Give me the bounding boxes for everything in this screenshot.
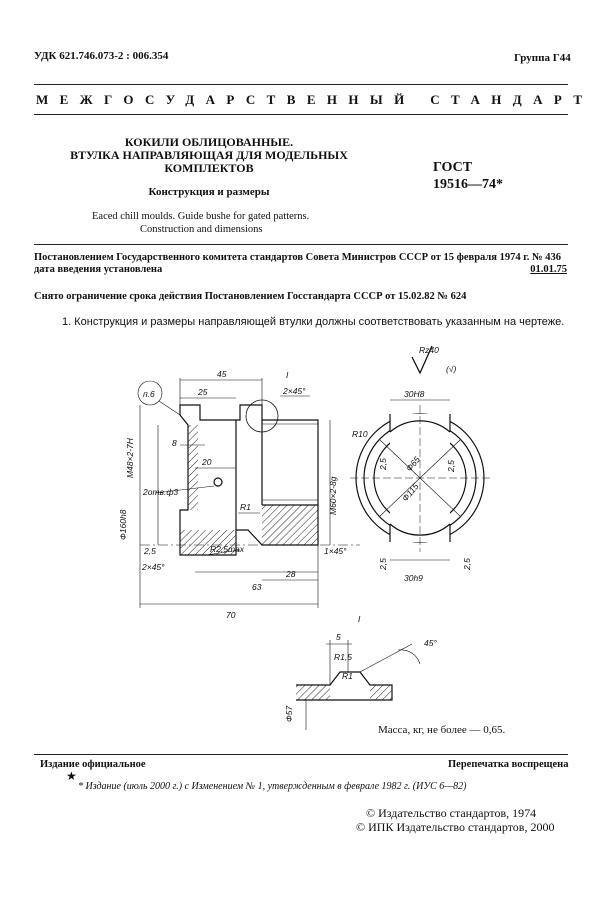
detail-angle-45: 45°: [424, 638, 437, 648]
title-line-2: ВТУЛКА НАПРАВЛЯЮЩАЯ ДЛЯ МОДЕЛЬНЫХ: [70, 148, 348, 162]
chamfer-1: 2×45°: [283, 386, 306, 396]
title-line-1: КОКИЛИ ОБЛИЦОВАННЫЕ.: [124, 135, 294, 149]
dim-28: 28: [286, 569, 296, 579]
star-icon: ★: [66, 769, 77, 783]
roughness-symbol: [412, 345, 456, 374]
gost-code: 19516—74*: [433, 177, 503, 192]
decree-line-1: Постановлением Государственного комитета стандартов Совета Министров СССР от 15 февраля 1974 г. № 436: [34, 252, 561, 263]
rough-a: 2,5: [144, 546, 156, 556]
reprint-prohibited: Перепечатка воспрещена: [448, 759, 569, 770]
limit-note: Снято ограничение срока действия Постановлением Госстандарта СССР от 15.02.82 № 624: [34, 291, 467, 302]
official-edition: Издание официальное: [40, 759, 146, 770]
radius-r10: R10: [352, 429, 368, 439]
diameter-65: Ф65: [403, 454, 422, 474]
section-view: [140, 400, 360, 555]
label-n6: п.6: [143, 389, 155, 399]
gost-label: ГОСТ: [433, 160, 473, 175]
dim-20: 20: [202, 457, 212, 467]
dim-70: 70: [226, 610, 236, 620]
english-title-line-2: Construction and dimensions: [140, 224, 263, 235]
radius-r25: R2,5max: [210, 544, 245, 554]
thread-m48: M48×2-7H: [125, 438, 135, 478]
detail-r1: R1: [342, 671, 353, 681]
diameter-115: Ф115: [399, 481, 421, 504]
dim-25: 25: [198, 387, 208, 397]
copyright-1974: © Издательство стандартов, 1974: [366, 806, 537, 820]
rough-d: 2,5: [378, 558, 388, 570]
detail-r15: R1,5: [334, 652, 352, 662]
roughness-rest: (√): [446, 364, 457, 374]
detail-dim-5: 5: [336, 632, 341, 642]
mass-note: Масса, кг, не более — 0,65.: [378, 724, 506, 736]
detail-label-i: I: [358, 614, 361, 624]
rough-c: 2,5: [446, 460, 456, 472]
width-30h9: 30h9: [404, 573, 423, 583]
dim-63: 63: [252, 582, 262, 592]
roughness-value: Rz40: [419, 345, 439, 355]
dim-8: 8: [172, 438, 177, 448]
dim-45: 45: [217, 369, 227, 379]
chamfer-2: 2×45°: [142, 562, 165, 572]
group-code: Группа Г44: [514, 52, 571, 64]
end-view: [350, 400, 490, 560]
detail-diameter-57: Ф57: [284, 705, 294, 722]
copyright-2000: © ИПК Издательство стандартов, 2000: [356, 820, 555, 834]
clause-1: 1. Конструкция и размеры направляющей втулки должны соответствовать указанным на чертеже.: [62, 316, 565, 328]
holes-label: 2отв.ф3: [143, 487, 179, 497]
thread-m60: M60×2-8g: [328, 476, 338, 515]
rough-e: 2,5: [462, 558, 472, 570]
decree-line-2: дата введения установлена: [34, 264, 163, 275]
footer-rule: [34, 754, 568, 755]
udk-code: УДК 621.746.073-2 : 006.354: [34, 50, 169, 62]
detail-view: [296, 640, 420, 730]
english-title-line-1: Eaced chill moulds. Guide bushe for gated patterns.: [92, 211, 310, 222]
radius-r1: R1: [240, 502, 251, 512]
document-subtitle: Конструкция и размеры: [148, 186, 270, 198]
view-label-i: I: [286, 370, 289, 380]
edition-note: * Издание (июль 2000 г.) с Изменением № 1, утвержденным в феврале 1982 г. (ИУС 6—82): [78, 781, 467, 792]
chamfer-3: 1×45°: [324, 546, 347, 556]
diameter-160: Ф160h8: [118, 509, 128, 540]
title-line-3: КОМПЛЕКТОВ: [164, 161, 254, 175]
width-30h8: 30H8: [404, 389, 425, 399]
rough-b: 2,5: [378, 458, 388, 470]
effective-date: 01.01.75: [530, 264, 567, 275]
standard-banner: МЕЖГОСУДАРСТВЕННЫЙ СТАНДАРТ: [36, 92, 594, 107]
